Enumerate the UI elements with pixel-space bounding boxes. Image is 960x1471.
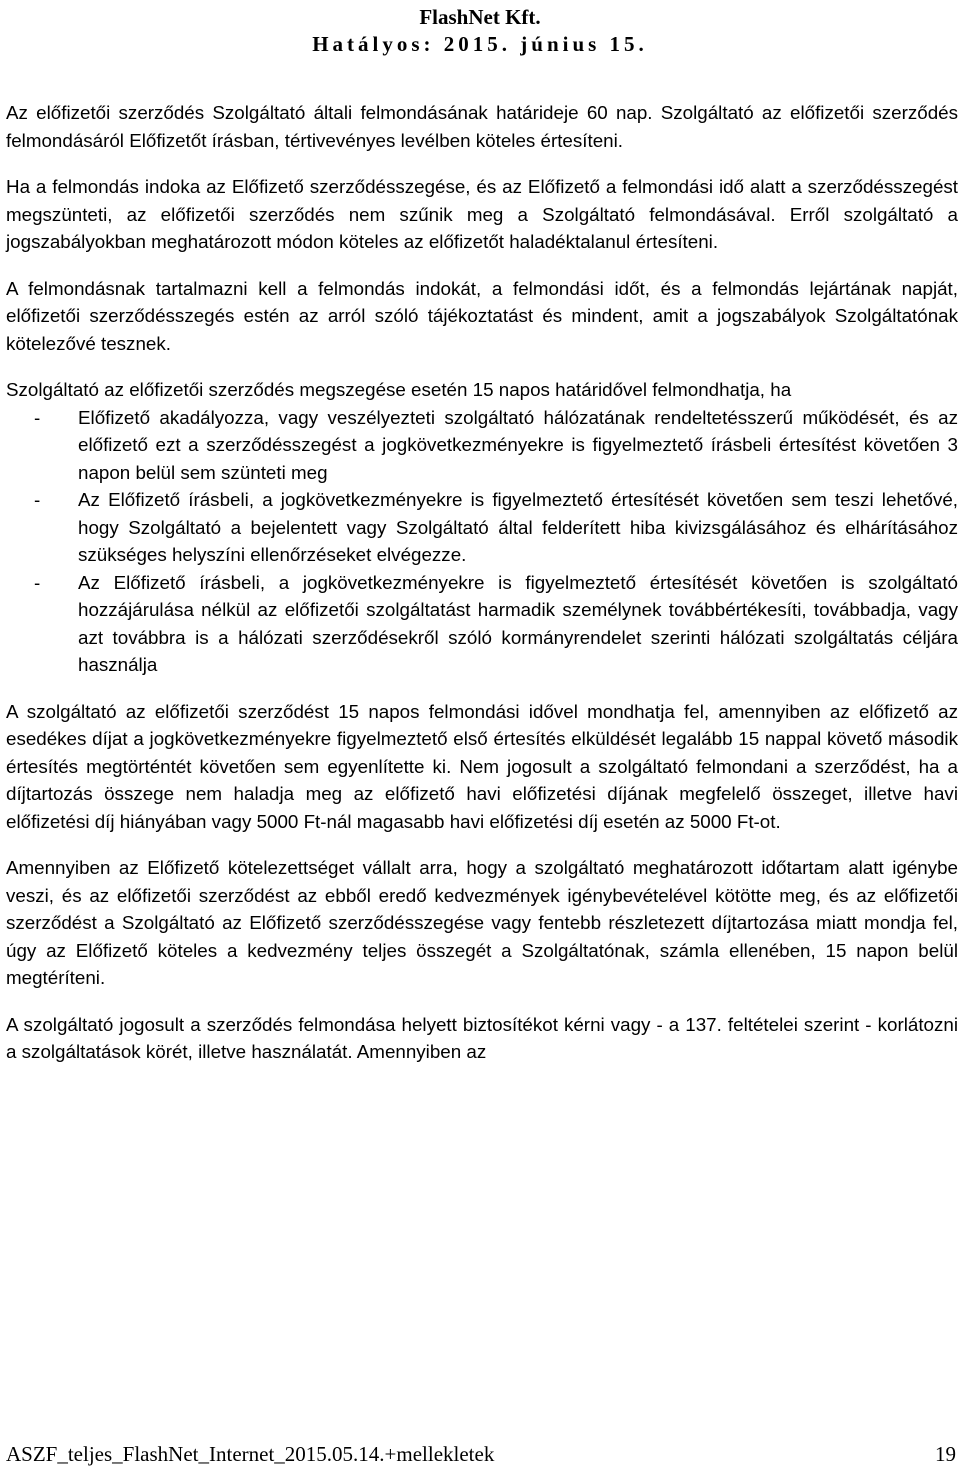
paragraph-payment-default: A szolgáltató az előfizetői szerződést 15 napos felmondási idővel mondhatja fel, amennyiben az előfizető az esedékes díjat a jogkövetkezményekre figyelmeztető első értesítés elküldését legalább 15 nappal követő második értesítés megtörténtét követően sem egyenlítette ki. Nem jogosult a szolgáltató felmondani a szerződést, ha a díjtartozás összege nem haladja meg az előfizető havi előfizetési díjának megfelelő összeget, illetve havi előfizetési díj hiányában vagy 5000 Ft-nál magasabb havi előfizetési díj esetén az 5000 Ft-ot. — [6, 700, 958, 832]
paragraph-breach-termination-lead: Szolgáltató az előfizetői szerződés megszegése esetén 15 napos határidővel felmondhatja, ha — [6, 379, 792, 400]
page-number: 19 — [935, 1442, 956, 1466]
effective-date: Hatályos: 2015. június 15. — [312, 32, 648, 56]
list-dash: - — [34, 489, 41, 510]
list-item — [6, 404, 958, 487]
company-name: FlashNet Kft. — [419, 5, 541, 29]
paragraph-breach-remedy: Ha a felmondás indoka az Előfizető szerződésszegése, és az Előfizető a felmondási idő alatt a szerződésszegést megszünteti, az előfizetői szerződés nem szűnik meg a Szolgáltató felmondásával. Erről szolgáltató a jogszabályokban meghatározott módon köteles az előfizetőt haladéktalanul értesíteni. — [6, 176, 958, 252]
page-header — [0, 4, 960, 58]
page-footer — [6, 1440, 956, 1468]
list-item-text: Előfizető akadályozza, vagy veszélyezteti szolgáltató hálózatának rendeltetésszerű működését, és az előfizető ezt a szerződésszegést a jogkövetkezményekre is figyelmeztető írásbeli értesítést követően 3 napon belül sem szünteti meg — [78, 406, 958, 483]
list-dash: - — [34, 571, 41, 593]
breach-conditions-list — [6, 404, 958, 679]
footer-file-name: ASZF_teljes_FlashNet_Internet_2015.05.14.+mellekletek — [6, 1442, 495, 1466]
list-item — [6, 569, 958, 679]
paragraph-termination-content: A felmondásnak tartalmazni kell a felmondás indokát, a felmondási időt, és a felmondás lejártának napját, előfizetői szerződésszegés estén az arról szóló tájékoztatást és mindent, amit a jogszabályok Szolgáltatónak kötelezővé tesznek. — [6, 277, 958, 354]
list-item-text: Az Előfizető írásbeli, a jogkövetkezményekre is figyelmeztető értesítését követően is szolgáltató hozzájárulása nélkül az előfizetői szolgáltatást harmadik személynek továbbértékesíti, továbbadja, vagy azt továbbra is a hálózati szerződésekről szóló kormányrendelet szerinti hálózati szolgáltatás céljára használja — [78, 571, 958, 675]
list-dash: - — [34, 406, 41, 428]
list-item-text: Az Előfizető írásbeli, a jogkövetkezményekre is figyelmeztető értesítését követően sem teszi lehetővé, hogy Szolgáltató a bejelentett vagy Szolgáltató által felderített hiba kivizsgálásához és elhárításához szükséges helyszíni ellenőrzéseket elvégezze. — [78, 489, 958, 565]
paragraph-security-deposit: A szolgáltató jogosult a szerződés felmondása helyett biztosítékot kérni vagy - a 137. feltételei szerint - korlátozni a szolgáltatások körét, illetve használatát. Amennyiben az — [6, 1013, 958, 1062]
list-item — [6, 486, 958, 569]
paragraph-termination-deadline: Az előfizetői szerződés Szolgáltató általi felmondásának határideje 60 nap. Szolgáltató az előfizetői szerződés felmondásáról Előfizetőt írásban, tértivevényes levélben köteles értesíteni. — [6, 102, 958, 151]
document-body — [6, 99, 958, 1066]
paragraph-discount-refund: Amennyiben az Előfizető kötelezettséget vállalt arra, hogy a szolgáltató meghatározott időtartam alatt igénybe veszi, és az előfizetői szerződést az ebből eredő kedvezmények igénybevételével kötötte meg, és az előfizetői szerződést a Szolgáltató az Előfizető szerződésszegése vagy fentebb részletezett díjtartozása miatt mondja fel, úgy az Előfizető köteles a kedvezmény teljes összegét a Szolgáltatónak, számla ellenében, 15 napon belül megtéríteni. — [6, 857, 958, 988]
